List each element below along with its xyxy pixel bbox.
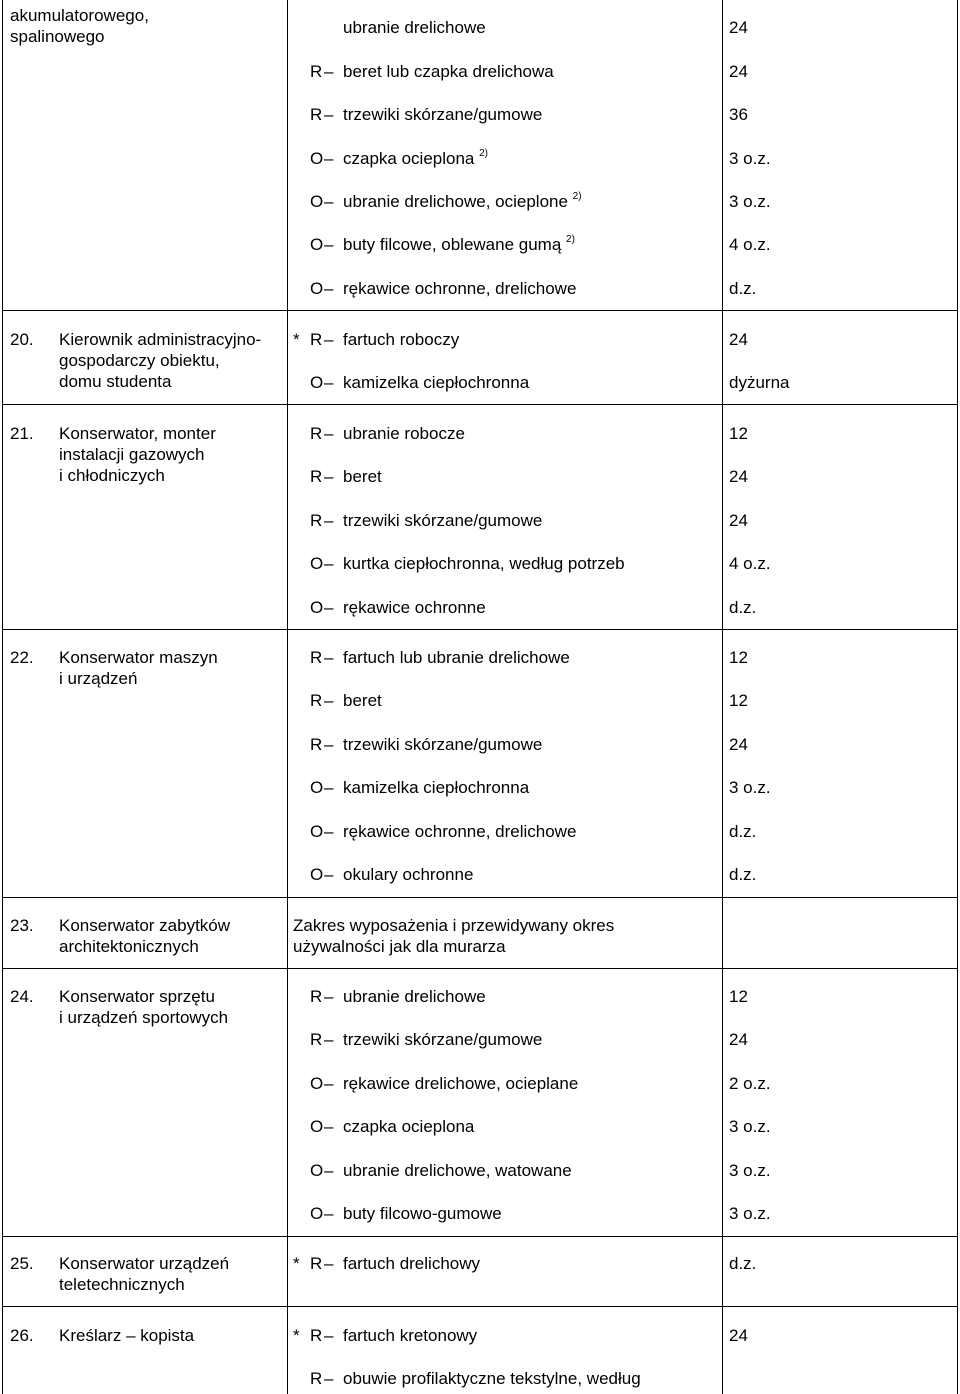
item-period: 12 [729, 691, 748, 710]
item-label: trzewiki skórzane/gumowe [343, 105, 543, 124]
item-type: O [310, 1161, 324, 1180]
equipment-item [0, 510, 960, 532]
item-marker: * [293, 1254, 300, 1273]
equipment-item [0, 372, 960, 394]
equipment-item [0, 148, 960, 170]
dash-separator: – [324, 424, 334, 443]
equipment-item [0, 1029, 960, 1051]
item-period: 24 [729, 1030, 748, 1049]
table-row-divider [2, 629, 958, 630]
equipment-item [0, 1325, 960, 1347]
equipment-item [0, 864, 960, 886]
item-period: 24 [729, 18, 748, 37]
job-title-line: Kierownik administracyjno- [59, 330, 262, 349]
equipment-item [0, 597, 960, 619]
table-row-divider [2, 310, 958, 311]
dash-separator: – [324, 822, 334, 841]
equipment-item [0, 777, 960, 799]
job-title-line: Konserwator sprzętu [59, 987, 215, 1006]
item-type: R [310, 1326, 323, 1345]
equipment-item [0, 553, 960, 575]
item-type: R [310, 105, 323, 124]
job-title-line: Konserwator zabytków [59, 916, 231, 935]
item-type: O [310, 279, 324, 298]
equipment-item [0, 1073, 960, 1095]
dash-separator: – [324, 735, 334, 754]
item-period: 3 o.z. [729, 1117, 771, 1136]
item-type: R [310, 511, 323, 530]
item-type: R [310, 1369, 323, 1388]
dash-separator: – [324, 373, 334, 392]
dash-separator: – [324, 987, 334, 1006]
dash-separator: – [324, 279, 334, 298]
item-type: O [310, 1074, 324, 1093]
item-label: rękawice drelichowe, ocieplane [343, 1074, 579, 1093]
job-title-line: gospodarczy obiektu, [59, 351, 220, 370]
equipment-item [0, 191, 960, 213]
item-label: beret [343, 691, 382, 710]
item-label: rękawice ochronne, drelichowe [343, 822, 577, 841]
item-type: O [310, 554, 324, 573]
item-type: O [310, 235, 324, 254]
item-label: ubranie drelichowe [343, 987, 486, 1006]
job-title-line: teletechnicznych [59, 1275, 185, 1294]
item-period: d.z. [729, 279, 757, 298]
row-number: 26. [10, 1326, 34, 1345]
row-number: 21. [10, 424, 34, 443]
dash-separator: – [324, 865, 334, 884]
job-title-line: Konserwator maszyn [59, 648, 218, 667]
dash-separator: – [324, 105, 334, 124]
item-period: 24 [729, 330, 748, 349]
item-label: ubranie drelichowe [343, 18, 486, 37]
row-number: 20. [10, 330, 34, 349]
dash-separator: – [324, 1254, 334, 1273]
dash-separator: – [324, 511, 334, 530]
item-label: fartuch drelichowy [343, 1254, 481, 1273]
dash-separator: – [324, 149, 334, 168]
equipment-item [0, 821, 960, 843]
item-type: R [310, 735, 323, 754]
equipment-item [0, 986, 960, 1008]
row-number: 24. [10, 987, 34, 1006]
item-period: 3 o.z. [729, 1204, 771, 1223]
dash-separator: – [324, 554, 334, 573]
item-label: trzewiki skórzane/gumowe [343, 1030, 543, 1049]
item-label: kurtka ciepłochronna, według potrzeb [343, 554, 625, 573]
row-number: 22. [10, 648, 34, 667]
item-label: fartuch roboczy [343, 330, 460, 349]
item-period: 12 [729, 987, 748, 1006]
job-title-line: instalacji gazowych [59, 445, 205, 464]
dash-separator: – [324, 1326, 334, 1345]
item-type: R [310, 691, 323, 710]
item-period: d.z. [729, 822, 757, 841]
footnote-ref: 2) [572, 191, 582, 202]
item-type: R [310, 1254, 323, 1273]
item-period: dyżurna [729, 373, 790, 392]
item-period: 12 [729, 648, 748, 667]
item-label: ubranie robocze [343, 424, 465, 443]
item-type: R [310, 467, 323, 486]
table-row-divider [2, 404, 958, 405]
item-period: 24 [729, 735, 748, 754]
equipment-item [0, 423, 960, 445]
equipment-item [0, 234, 960, 256]
equipment-item [0, 1253, 960, 1275]
item-period: 24 [729, 1326, 748, 1345]
item-period: 24 [729, 467, 748, 486]
job-title-line: i urządzeń sportowych [59, 1008, 229, 1027]
dash-separator: – [324, 1204, 334, 1223]
item-type: O [310, 822, 324, 841]
item-label: rękawice ochronne, drelichowe [343, 279, 577, 298]
item-period: d.z. [729, 865, 757, 884]
item-label: buty filcowo-gumowe [343, 1204, 502, 1223]
dash-separator: – [324, 330, 334, 349]
equipment-item [0, 61, 960, 83]
item-period: 24 [729, 511, 748, 530]
item-period: 24 [729, 62, 748, 81]
item-type: O [310, 1204, 324, 1223]
equipment-item [0, 104, 960, 126]
item-label: ubranie drelichowe, ocieplone $^{2)}$ [343, 191, 582, 211]
item-type: O [310, 1117, 324, 1136]
item-period: 4 o.z. [729, 235, 771, 254]
equipment-item [0, 1368, 960, 1390]
dash-separator: – [324, 1074, 334, 1093]
table-row-divider [2, 968, 958, 969]
job-title-line: Konserwator urządzeń [59, 1254, 230, 1273]
item-period: d.z. [729, 1254, 757, 1273]
row-number: 25. [10, 1254, 34, 1273]
item-type: O [310, 149, 324, 168]
job-title-line: architektonicznych [59, 937, 199, 956]
table-row-divider [2, 1306, 958, 1307]
dash-separator: – [324, 648, 334, 667]
row-number: 23. [10, 916, 34, 935]
job-title-line: akumulatorowego, [10, 6, 149, 25]
dash-separator: – [324, 1030, 334, 1049]
item-period: 3 o.z. [729, 149, 771, 168]
item-period: 3 o.z. [729, 192, 771, 211]
item-marker: * [293, 330, 300, 349]
item-period: 4 o.z. [729, 554, 771, 573]
dash-separator: – [324, 1161, 334, 1180]
dash-separator: – [324, 598, 334, 617]
item-marker: * [293, 1326, 300, 1345]
item-label: fartuch kretonowy [343, 1326, 478, 1345]
item-period: 12 [729, 424, 748, 443]
item-period: 3 o.z. [729, 1161, 771, 1180]
table-row-divider [2, 897, 958, 898]
item-type: O [310, 373, 324, 392]
dash-separator: – [324, 778, 334, 797]
item-label: trzewiki skórzane/gumowe [343, 735, 543, 754]
dash-separator: – [324, 235, 334, 254]
job-title-line: Konserwator, monter [59, 424, 216, 443]
item-label: fartuch lub ubranie drelichowe [343, 648, 570, 667]
equipment-item [0, 734, 960, 756]
table-row-divider [2, 1236, 958, 1237]
item-type: O [310, 778, 324, 797]
job-title-line: i chłodniczych [59, 466, 165, 485]
item-label: okulary ochronne [343, 865, 474, 884]
item-type: R [310, 424, 323, 443]
item-type: R [310, 987, 323, 1006]
item-type: R [310, 62, 323, 81]
job-title-line: i urządzeń [59, 669, 138, 688]
item-type: R [310, 1030, 323, 1049]
item-period: 3 o.z. [729, 778, 771, 797]
dash-separator: – [324, 1369, 334, 1388]
job-title-line: Kreślarz – kopista [59, 1326, 195, 1345]
item-label: kamizelka ciepłochronna [343, 373, 530, 392]
equipment-item [0, 17, 960, 39]
dash-separator: – [324, 691, 334, 710]
equipment-note: Zakres wyposażenia i przewidywany okres [293, 916, 615, 935]
equipment-item [0, 329, 960, 351]
item-label: buty filcowe, oblewane gumą $^{2)}$ [343, 234, 575, 254]
item-type: R [310, 330, 323, 349]
item-label: kamizelka ciepłochronna [343, 778, 530, 797]
dash-separator: – [324, 192, 334, 211]
item-period: 2 o.z. [729, 1074, 771, 1093]
item-type: O [310, 192, 324, 211]
equipment-item [0, 1116, 960, 1138]
item-label: czapka ocieplona $^{2)}$ [343, 148, 489, 168]
equipment-item [0, 690, 960, 712]
item-type: R [310, 648, 323, 667]
equipment-item [0, 1160, 960, 1182]
footnote-ref: 2) [479, 148, 489, 159]
job-title-line: domu studenta [59, 372, 172, 391]
equipment-item [0, 466, 960, 488]
item-label: rękawice ochronne [343, 598, 486, 617]
item-label: obuwie profilaktyczne tekstylne, według [343, 1369, 641, 1388]
job-title-line: spalinowego [10, 27, 105, 46]
dash-separator: – [324, 62, 334, 81]
footnote-ref: 2) [566, 234, 575, 245]
item-period: d.z. [729, 598, 757, 617]
item-label: czapka ocieplona [343, 1117, 475, 1136]
item-label: beret [343, 467, 382, 486]
equipment-note: używalności jak dla murarza [293, 937, 506, 956]
item-type: O [310, 865, 324, 884]
dash-separator: – [324, 467, 334, 486]
equipment-item [0, 647, 960, 669]
equipment-item [0, 278, 960, 300]
item-type: O [310, 598, 324, 617]
item-label: trzewiki skórzane/gumowe [343, 511, 543, 530]
item-label: beret lub czapka drelichowa [343, 62, 554, 81]
dash-separator: – [324, 1117, 334, 1136]
item-label: ubranie drelichowe, watowane [343, 1161, 572, 1180]
item-period: 36 [729, 105, 748, 124]
equipment-item [0, 1203, 960, 1225]
